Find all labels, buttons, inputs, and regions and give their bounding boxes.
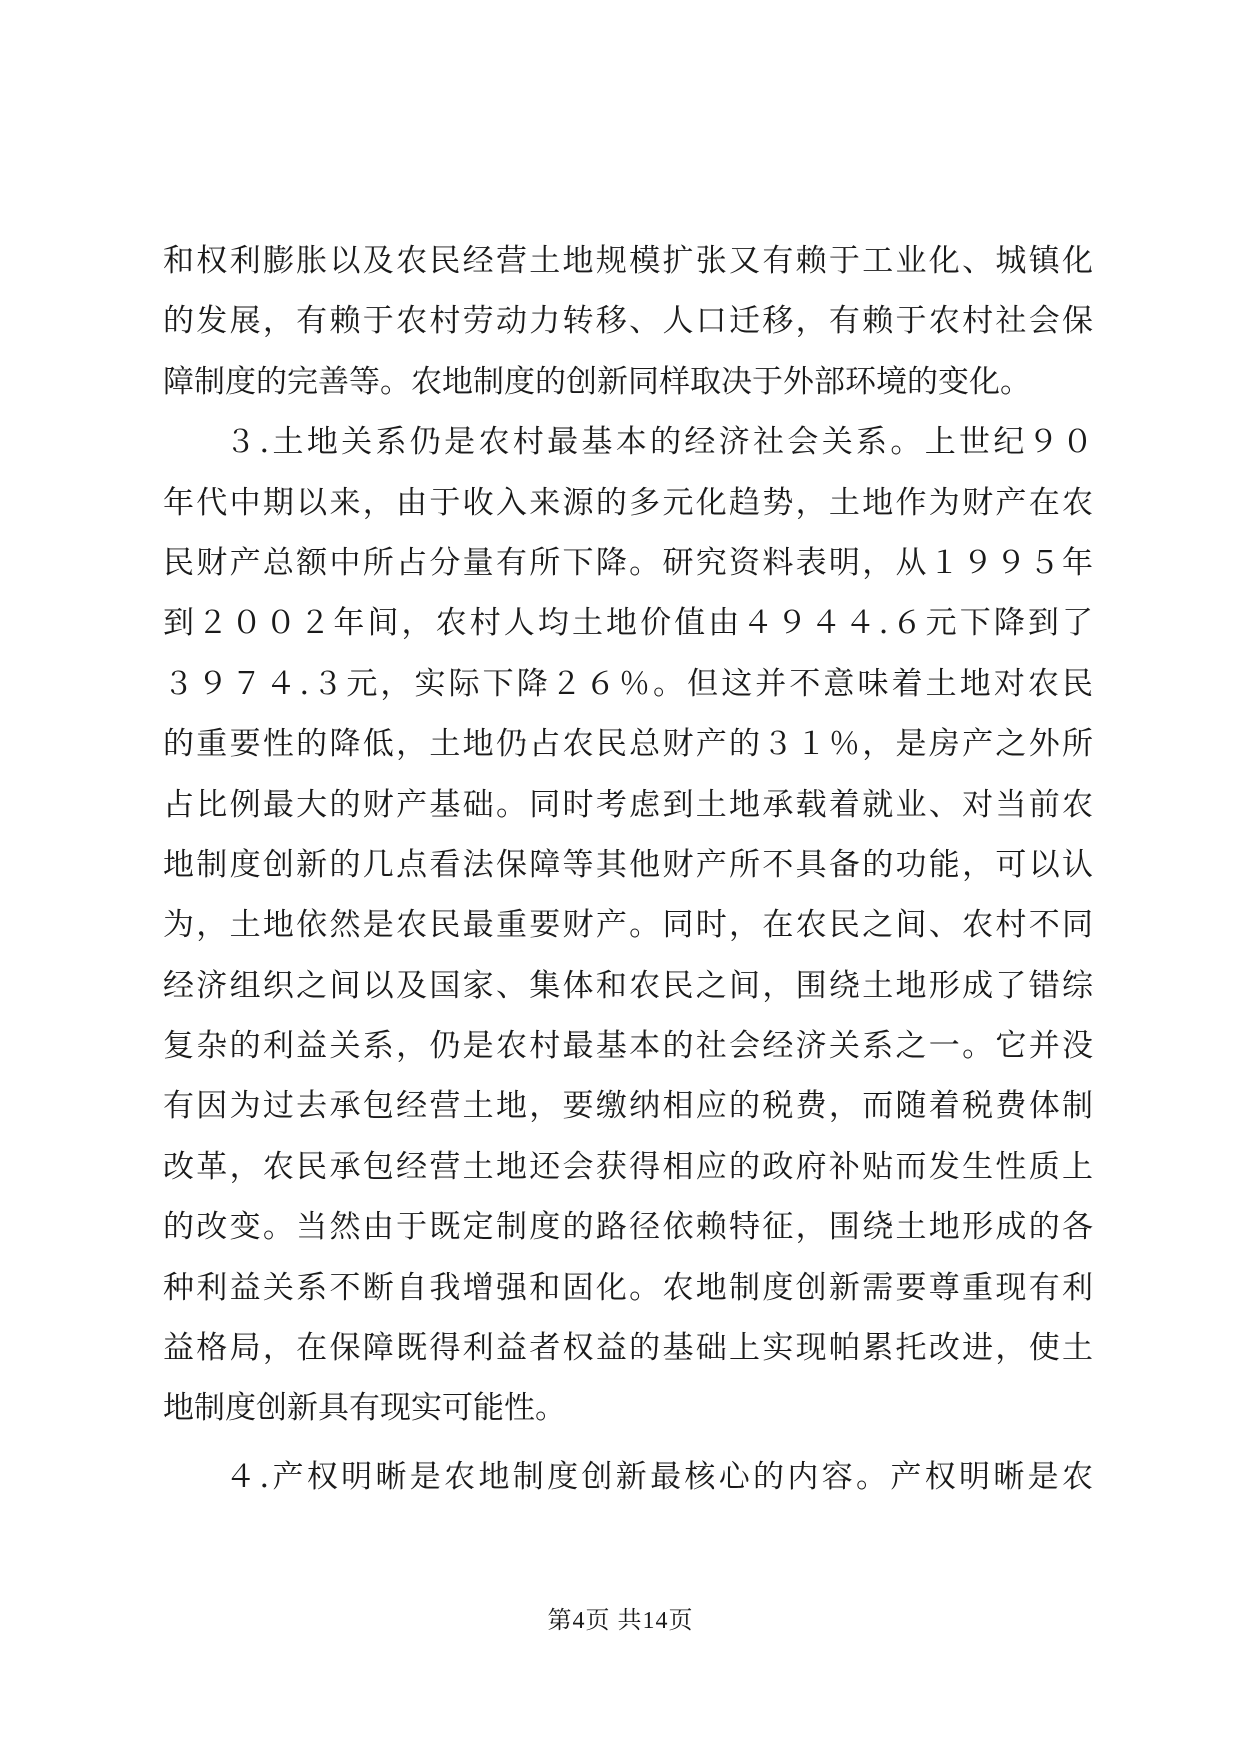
text-line: 的发展，有赖于农村劳动力转移、人口迁移，有赖于农村社会保 [163,303,1093,340]
text-line: 为，土地依然是农民最重要财产。同时，在农民之间、农村不同 [163,907,1093,944]
text-line: 和权利膨胀以及农民经营土地规模扩张又有赖于工业化、城镇化 [163,243,1093,279]
text-line: 障制度的完善等。农地制度的创新同样取决于外部环境的变化。 [163,363,1031,400]
paragraph-4-first-line: ４.产权明晰是农地制度创新最核心的内容。产权明晰是农 [225,1458,1093,1495]
text-line: 益格局，在保障既得利益者权益的基础上实现帕累托改进，使土 [163,1330,1093,1367]
text-line: 民财产总额中所占分量有所下降。研究资料表明，从１９９５年 [163,544,1093,581]
paragraph-gap [163,1439,1093,1447]
text-line: 复杂的利益关系，仍是农村最基本的社会经济关系之一。它并没 [163,1028,1093,1065]
text-line: 年代中期以来，由于收入来源的多元化趋势，土地作为财产在农 [163,484,1093,521]
text-line: 经济组织之间以及国家、集体和农民之间，围绕土地形成了错综 [163,967,1093,1004]
text-line: 占比例最大的财产基础。同时考虑到土地承载着就业、对当前农 [163,786,1093,823]
text-line: 改革，农民承包经营土地还会获得相应的政府补贴而发生性质上 [163,1148,1093,1185]
text-line: 的重要性的降低，土地仍占农民总财产的３１％，是房产之外所 [163,726,1093,763]
text-line: 有因为过去承包经营土地，要缴纳相应的税费，而随着税费体制 [163,1088,1093,1125]
text-line: 地制度创新的几点看法保障等其他财产所不具备的功能，可以认 [163,846,1093,883]
text-line: 到２００２年间，农村人均土地价值由４９４４.６元下降到了 [163,605,1093,642]
page-footer: 第4页 共14页 [547,1608,694,1634]
text-line: 的改变。当然由于既定制度的路径依赖特征，围绕土地形成的各 [163,1209,1093,1246]
text-line: 地制度创新具有现实可能性。 [163,1390,566,1427]
text-line: ３９７４.３元，实际下降２６％。但这并不意味着土地对农民 [163,665,1093,702]
text-line: 种利益关系不断自我增强和固化。农地制度创新需要尊重现有利 [163,1269,1093,1306]
paragraph-3-first-line: ３.土地关系仍是农村最基本的经济社会关系。上世纪９０ [225,424,1093,461]
document-body [163,231,1093,1507]
